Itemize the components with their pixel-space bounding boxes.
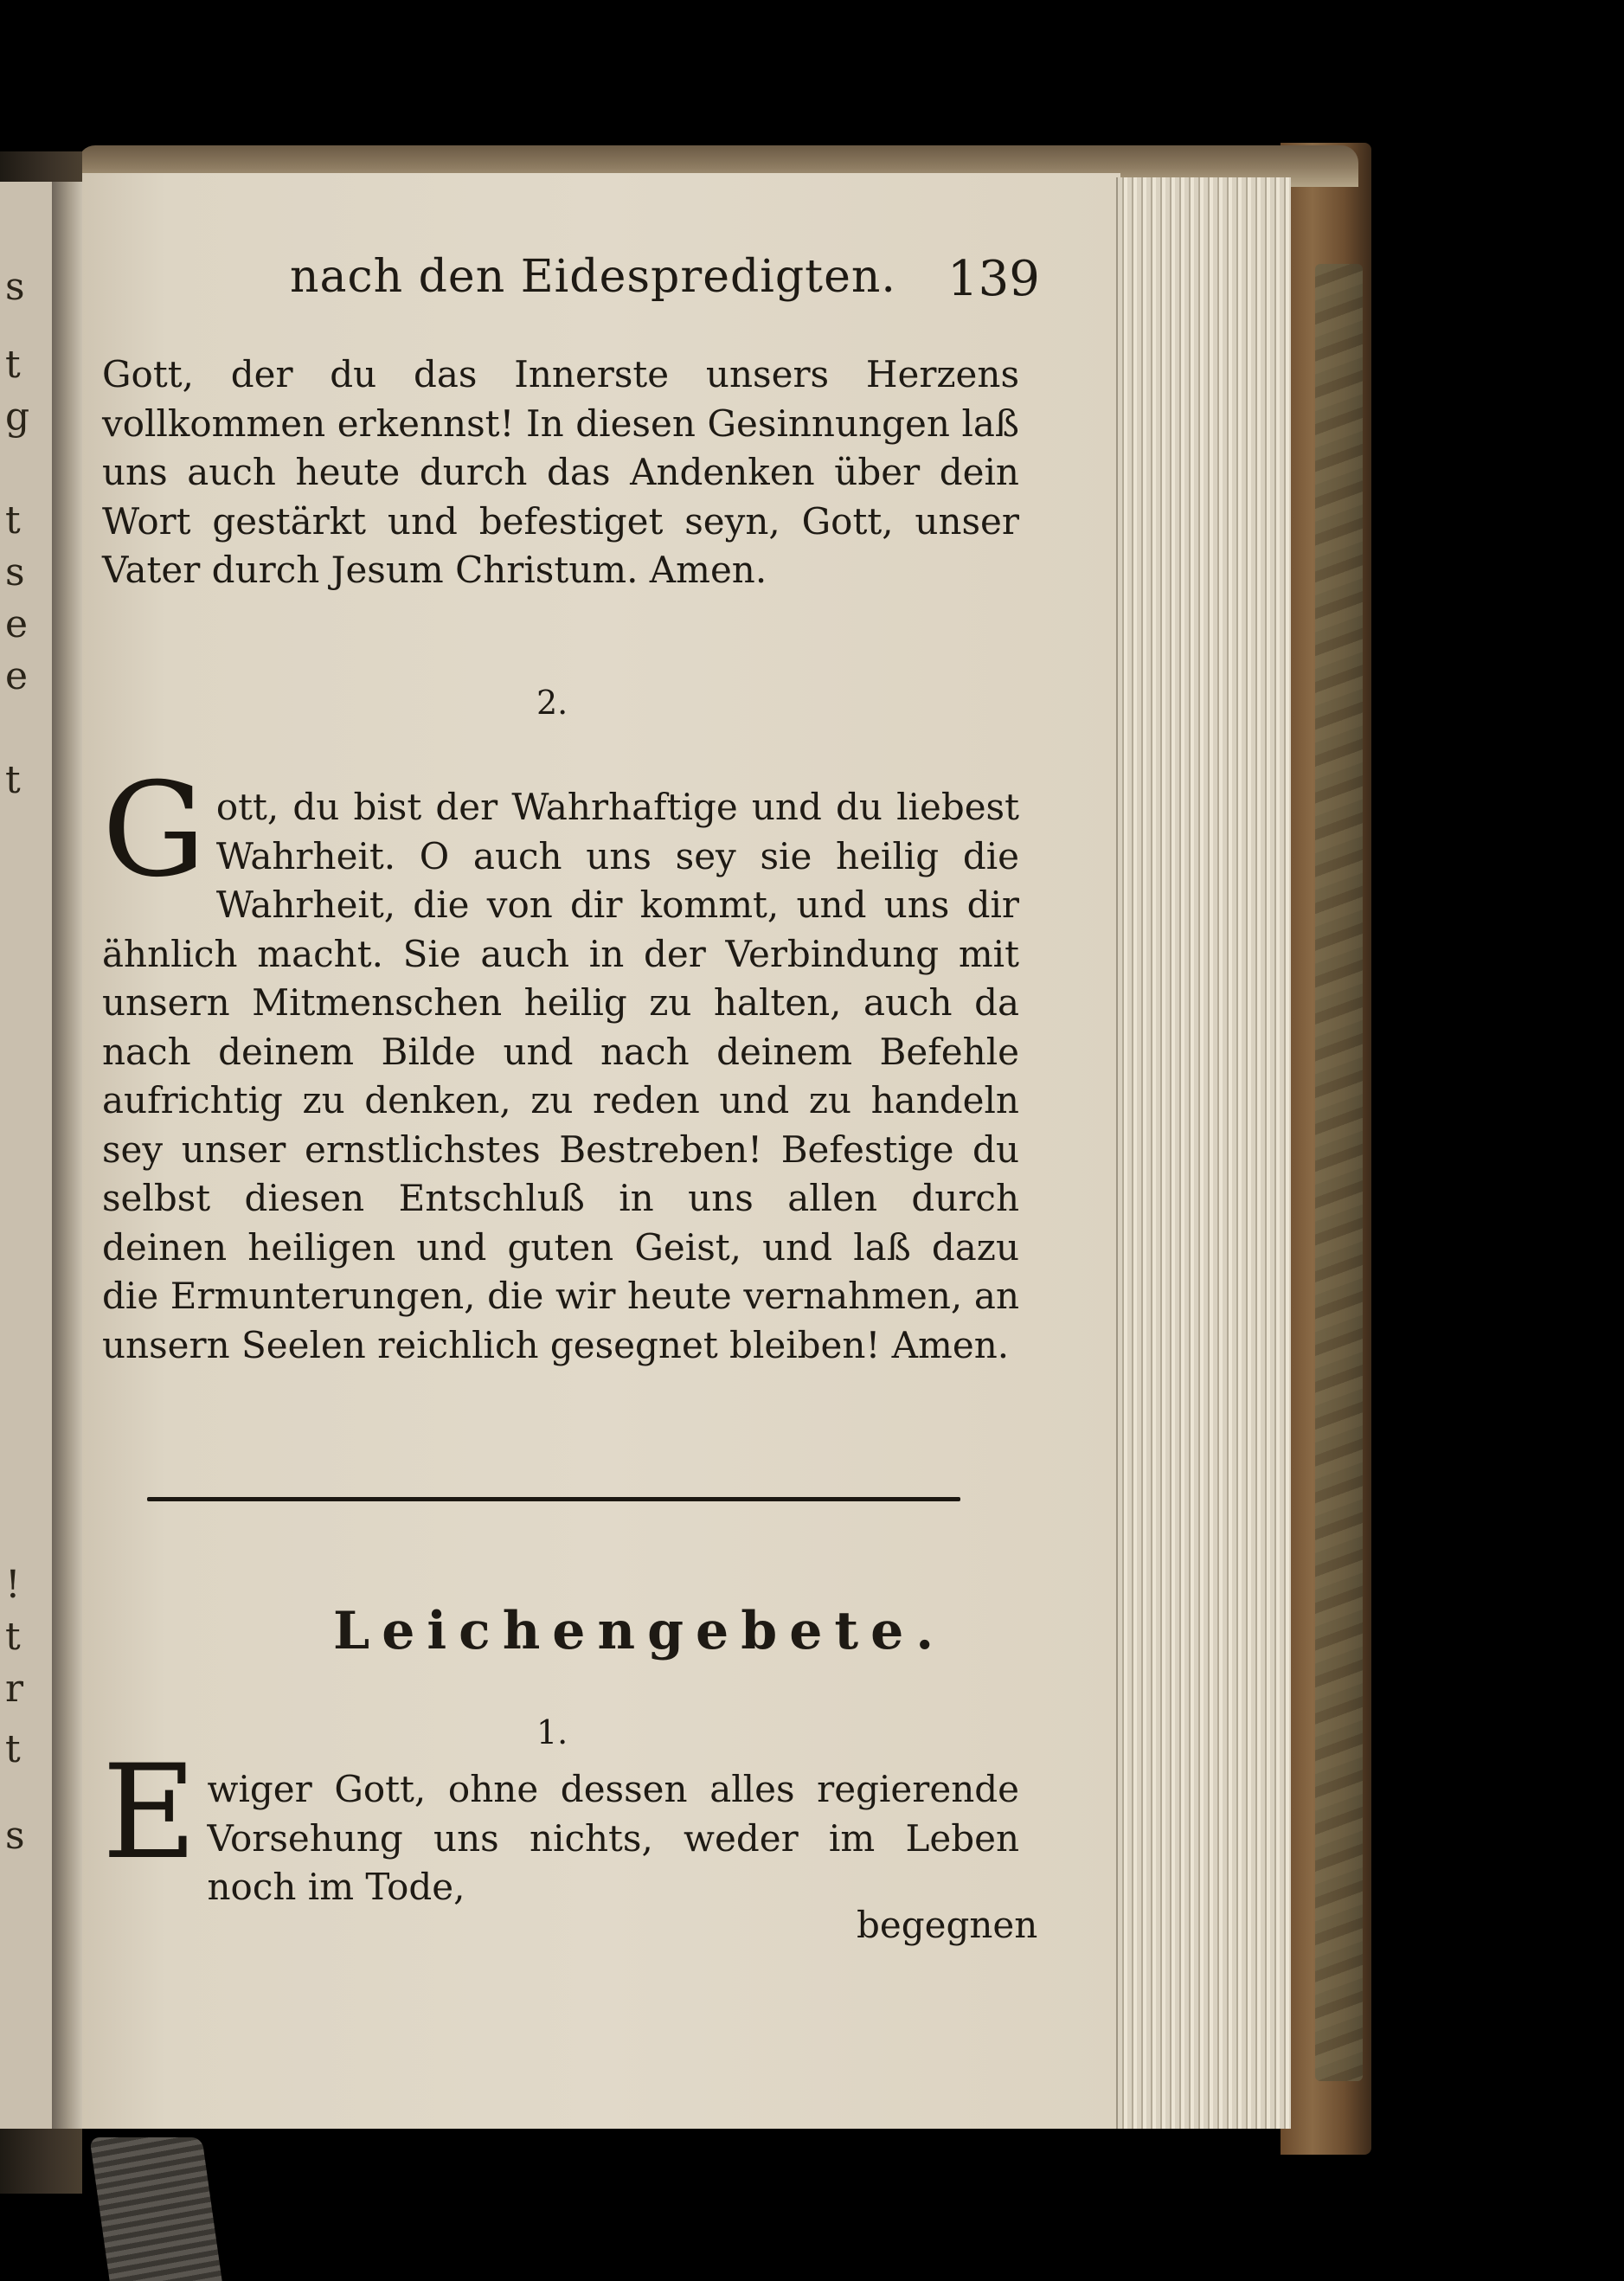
left-page-fragment: t bbox=[5, 498, 21, 543]
left-page-fragment: t bbox=[5, 343, 21, 387]
left-page-edge bbox=[0, 182, 56, 2129]
page-number: 139 bbox=[947, 251, 1040, 307]
left-page-fragment: t bbox=[5, 1727, 21, 1771]
book-cover-right bbox=[1281, 143, 1371, 2155]
drop-cap: E bbox=[102, 1738, 197, 1888]
prayer-three-text: wiger Gott, ohne dessen alles regierende Vorsehung uns nichts, weder im Leben noch im Tode, bbox=[207, 1768, 1019, 1908]
left-page-fragment: s bbox=[5, 265, 25, 309]
prayer-number: 2. bbox=[536, 684, 568, 722]
prayer-one-end: Gott, der du das Innerste unsers Herzens vollkommen erkennst! In diesen Gesinnungen laß uns auch heute durch das Andenken über dein Wort gestärkt und befestiget seyn, Gott, unser Vater durch Jesum Christum. Amen. bbox=[102, 353, 1019, 591]
left-page-fragment: ! bbox=[5, 1563, 21, 1607]
prayer-three bbox=[102, 1738, 1019, 1912]
prayer-number: 1. bbox=[536, 1713, 568, 1751]
left-page-fragment: e bbox=[5, 654, 29, 698]
prayer-two-text: ott, du bist der Wahrhaftige und du liebest Wahrheit. O auch uns sey sie heilig die Wahrheit, die von dir kommt, und uns dir ähnlich macht. Sie auch in der Verbindung mit unsern Mitmenschen heilig zu halten, auch da nach deinem Bilde und nach deinem Befehle aufrichtig zu denken, zu reden und zu handeln sey unser ernstlichstes Bestreben! Befestige du selbst diesen Entschluß in uns allen durch deinen heiligen und guten Geist, und laß dazu die Ermunterungen, die wir heute vernahmen, an unsern Seelen reichlich gesegnet bleiben! Amen. bbox=[102, 786, 1019, 1366]
section-title: Leichengebete. bbox=[333, 1601, 947, 1661]
running-head: nach den Eidespredigten. bbox=[290, 251, 896, 303]
left-page-fragment: e bbox=[5, 602, 29, 646]
left-page-fragment: g bbox=[5, 395, 30, 439]
catchword: begegnen bbox=[857, 1904, 1038, 1946]
page-block-edge bbox=[1116, 177, 1291, 2129]
prayer-two bbox=[102, 755, 1019, 1370]
left-page-fragment: t bbox=[5, 1615, 21, 1659]
left-page-fragment: s bbox=[5, 550, 25, 594]
left-page-fragment: r bbox=[5, 1667, 24, 1711]
drop-cap: G bbox=[102, 755, 206, 906]
section-rule bbox=[147, 1497, 960, 1501]
left-page-fragment: t bbox=[5, 758, 21, 802]
left-page-fragment: s bbox=[5, 1814, 25, 1858]
ribbon-bookmark bbox=[89, 2137, 221, 2281]
book-gutter bbox=[52, 182, 87, 2129]
